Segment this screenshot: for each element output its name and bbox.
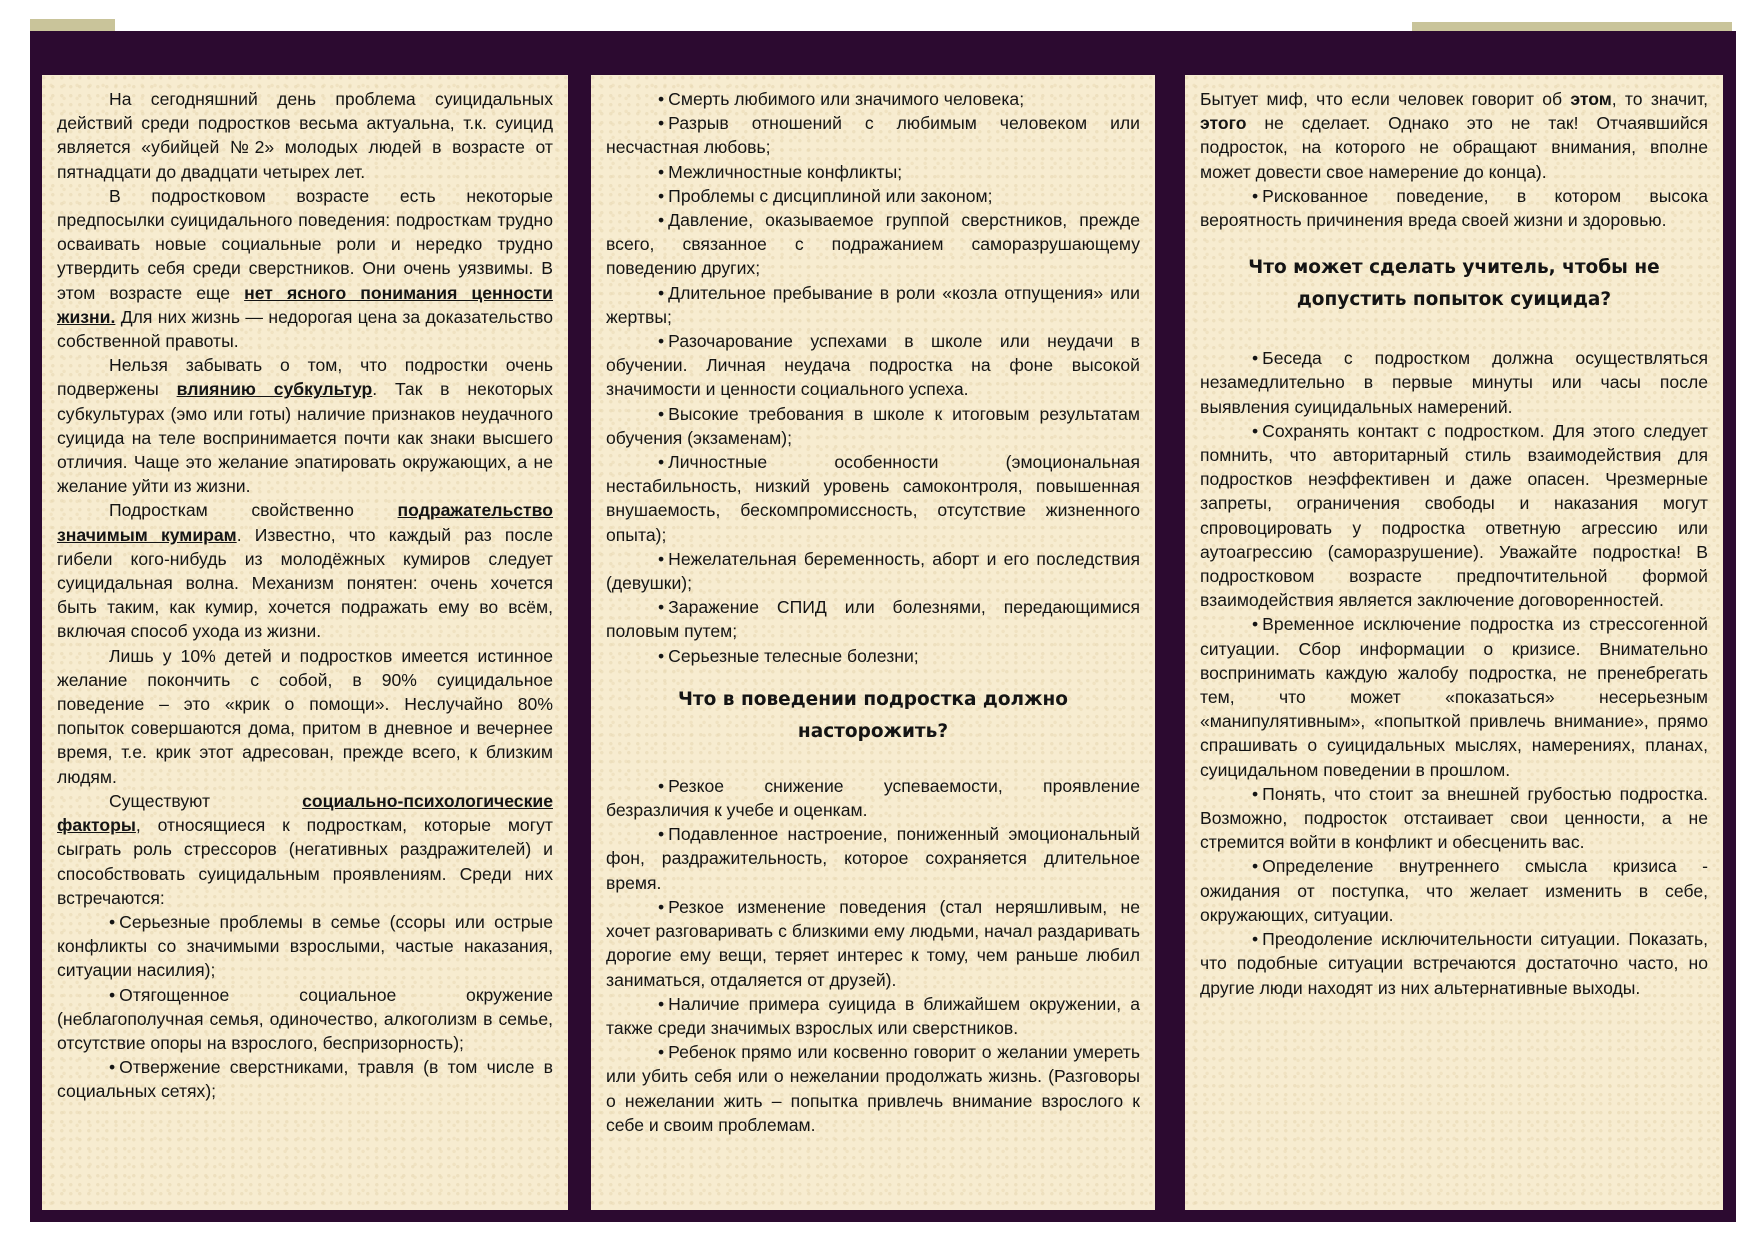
bullet-icon: • bbox=[658, 993, 665, 1014]
paragraph-text: Бытует миф, что если человек говорит об bbox=[1200, 89, 1571, 109]
paragraph-text: , то значит, bbox=[1611, 89, 1708, 109]
list-item bbox=[1200, 782, 1708, 855]
list-item bbox=[606, 774, 1140, 822]
highlight-factors: социально-психологические факторы bbox=[57, 790, 553, 836]
list-item-text: Длительное пребывание в роли «козла отпущения» или жертвы; bbox=[606, 282, 1140, 327]
highlight-idols: подражательство значимым кумирам bbox=[57, 500, 553, 545]
paragraph-text: Для них жизнь — недорогая цена за доказательство собственной правоты. bbox=[57, 306, 553, 352]
list-item bbox=[1200, 419, 1708, 613]
list-item-text: Временное исключение подростка из стрессогенной ситуации. Сбор информации о кризисе. Внимательно воспринимать каждую жалобу подростка, не пренебрегать тем, что может «показаться» несерьезным «манипулятивным», «попыткой привлечь внимание», прямо спрашивать о суицидальных мыслях, намерениях, планах, суицидальном поведении в прошлом. bbox=[1200, 614, 1708, 780]
list-item bbox=[606, 595, 1140, 643]
list-item bbox=[606, 402, 1140, 450]
list-item bbox=[606, 329, 1140, 402]
bullet-icon: • bbox=[658, 896, 665, 917]
list-item bbox=[1200, 612, 1708, 781]
bullet-icon: • bbox=[1252, 185, 1259, 206]
list-item bbox=[606, 111, 1140, 159]
highlight-life-value: нет ясного понимания ценности жизни. bbox=[57, 282, 553, 327]
list-item bbox=[1200, 346, 1708, 419]
paragraph-text: В подростковом возрасте есть некоторые предпосылки суицидального поведения: подросткам трудно осваивать новые социальные роли и нередко трудно утвердить себя среди сверстников. Они очень уязвимы. В этом возрасте еще bbox=[57, 185, 553, 303]
list-item bbox=[606, 87, 1140, 111]
list-item bbox=[57, 910, 553, 983]
column-middle bbox=[591, 75, 1155, 1210]
bullet-icon: • bbox=[1252, 614, 1259, 635]
list-item bbox=[606, 184, 1140, 208]
list-item bbox=[606, 992, 1140, 1040]
list-item-text: Беседа с подростком должна осуществляться незамедлительно в первые минуты или часы после выявления суицидальных намерений. bbox=[1200, 348, 1708, 417]
bullet-icon: • bbox=[658, 775, 665, 796]
list-item-text: Смерть любимого или значимого человека; bbox=[668, 89, 1025, 109]
paragraph-myth bbox=[1200, 87, 1708, 184]
bullet-icon: • bbox=[1252, 856, 1259, 877]
paragraph-text: . Так в некоторых субкультурах (эмо или готы) наличие признаков неудачного суицида на теле воспринимается почти как знаки высшего отличия. Чаще это желание эпатировать окружающих, а не желание уйти из жизни. bbox=[57, 379, 553, 497]
bullet-icon: • bbox=[658, 113, 665, 134]
list-item bbox=[606, 895, 1140, 992]
list-item bbox=[606, 644, 1140, 668]
bullet-icon: • bbox=[1252, 420, 1259, 441]
bullet-icon: • bbox=[658, 452, 665, 473]
list-item-text: Ребенок прямо или косвенно говорит о желании умереть или убить себя или о нежелании продолжать жизнь. (Разговоры о нежелании жить – попытка привлечь внимание взрослого к себе и своим проблемам. bbox=[606, 1042, 1140, 1135]
paragraph-text: , относящиеся к подросткам, которые могут сыграть роль стрессоров (негативных раздражителей) и способствовать суицидальным проявлениям. Среди них встречаются: bbox=[57, 815, 553, 908]
list-item bbox=[1200, 184, 1708, 232]
paragraph-preconditions bbox=[57, 184, 553, 353]
list-item-text: Разочарование успехами в школе или неудачи в обучении. Личная неудача подростка на фоне высокой значимости и ценности социального успеха. bbox=[606, 331, 1140, 400]
bullet-icon: • bbox=[658, 403, 665, 424]
column-right bbox=[1185, 75, 1723, 1210]
bullet-icon: • bbox=[658, 210, 665, 231]
list-item-text: Понять, что стоит за внешней грубостью подростка. Возможно, подросток отстаивает свои ценности, а не стремится войти в конфликт и обесценить вас. bbox=[1200, 783, 1708, 853]
list-item-text: Отягощенное социальное окружение (неблагополучная семья, одиночество, алкоголизм в семье, отсутствие опоры на взрослого, беспризорность); bbox=[57, 984, 553, 1053]
list-item-text: Резкое изменение поведения (стал неряшливым, не хочет разговаривать с близкими ему людьми, начал раздаривать дорогие ему вещи, теряет интерес к тому, чем раньше любил заниматься, отдаляется от друзей). bbox=[606, 896, 1140, 990]
list-item-text: Сохранять контакт с подростком. Для этого следует помнить, что авторитарный стиль взаимодействия для подростков неэффективен и даже опасен. Чрезмерные запреты, ограничения свободы и наказания могут спровоцировать у подростка ответную агрессию или аутоагрессию (саморазрушение). Уважайте подростка! В подростковом возрасте предпочтительной формой взаимодействия является заключение договоренностей. bbox=[1200, 420, 1708, 611]
bullet-icon: • bbox=[658, 597, 665, 618]
list-item-text: Резкое снижение успеваемости, проявление безразличия к учебе и оценкам. bbox=[606, 775, 1140, 821]
list-item-text: Высокие требования в школе к итоговым результатам обучения (экзаменам); bbox=[606, 403, 1140, 448]
list-item-text: Личностные особенности (эмоциональная нестабильность, низкий уровень самоконтроля, повышенная внушаемость, бескомпромиссность, отсутствие жизненного опыта); bbox=[606, 452, 1140, 545]
list-item-text: Давление, оказываемое группой сверстников, прежде всего, связанное с подражанием саморазрушающему поведению других; bbox=[606, 210, 1140, 279]
paragraph-text: Нельзя забывать о том, что подростки очень подвержены bbox=[57, 355, 553, 400]
list-item-text: Подавленное настроение, пониженный эмоциональный фон, раздражительность, которое сохраняется длительное время. bbox=[606, 824, 1140, 893]
list-item bbox=[606, 1040, 1140, 1137]
paragraph-idols bbox=[57, 498, 553, 643]
section-heading-warning-signs: Что в поведении подростка должно насторожить? bbox=[677, 688, 1068, 742]
list-item bbox=[1200, 854, 1708, 927]
keyword-this-genitive: этого bbox=[1200, 113, 1247, 134]
list-item bbox=[606, 160, 1140, 184]
bullet-icon: • bbox=[658, 185, 665, 206]
list-item bbox=[57, 983, 553, 1056]
list-item-text: Проблемы с дисциплиной или законом; bbox=[668, 185, 993, 206]
bullet-icon: • bbox=[658, 161, 665, 182]
list-item-text: Серьезные проблемы в семье (ссоры или острые конфликты со значимыми взрослыми, частые наказания, ситуации насилия); bbox=[57, 911, 553, 981]
list-item bbox=[1200, 927, 1708, 1000]
bullet-icon: • bbox=[109, 911, 116, 932]
list-item bbox=[606, 547, 1140, 595]
list-item-text: Определение внутреннего смысла кризиса - ожидания от поступка, что желает изменить в себе, окружающих, ситуации. bbox=[1200, 856, 1708, 925]
paragraph-text: Существуют bbox=[109, 790, 303, 811]
bullet-icon: • bbox=[658, 282, 665, 303]
column-left bbox=[42, 75, 568, 1210]
highlight-subcultures: влиянию субкультур bbox=[176, 379, 373, 400]
bullet-icon: • bbox=[109, 1057, 116, 1078]
list-item bbox=[606, 281, 1140, 329]
list-item-text: Серьезные телесные болезни; bbox=[668, 645, 919, 666]
paragraph-subcultures bbox=[57, 353, 553, 498]
bullet-icon: • bbox=[1252, 929, 1259, 950]
bullet-icon: • bbox=[109, 984, 116, 1005]
bullet-icon: • bbox=[1252, 348, 1259, 369]
bullet-icon: • bbox=[1252, 783, 1259, 804]
list-item-text: Межличностные конфликты; bbox=[668, 161, 903, 182]
list-item-text: Отвержение сверстниками, травля (в том числе в социальных сетях); bbox=[57, 1057, 553, 1102]
bullet-icon: • bbox=[658, 824, 665, 845]
list-item-text: Рискованное поведение, в котором высока вероятность причинения вреда своей жизни и здоровью. bbox=[1200, 185, 1708, 231]
list-item bbox=[606, 450, 1140, 547]
paragraph-text: . Известно, что каждый раз после гибели кого-нибудь из молодёжных кумиров следует суицидальная волна. Механизм понятен: очень хочется быть таким, как кумир, хочется подражать ему во всём, включая способ ухода из жизни. bbox=[57, 524, 553, 642]
list-item-text: Заражение СПИД или болезнями, передающимися половым путем; bbox=[606, 597, 1140, 642]
bullet-icon: • bbox=[658, 89, 665, 109]
section-heading-teacher-actions: Что может сделать учитель, чтобы не допустить попыток суицида? bbox=[1248, 257, 1660, 311]
paragraph-factors bbox=[57, 789, 553, 910]
list-item bbox=[57, 1055, 553, 1103]
list-item-text: Разрыв отношений с любимым человеком или несчастная любовь; bbox=[606, 113, 1140, 158]
bullet-icon: • bbox=[658, 548, 665, 569]
list-item-text: Наличие примера суицида в ближайшем окружении, а также среди значимых взрослых или сверстников. bbox=[606, 993, 1140, 1038]
paragraph-intro: На сегодняшний день проблема суицидальных действий среди подростков весьма актуальна, т.к. суицид является «убийцей №2» молодых людей в возрасте от пятнадцати до двадцати четырех лет. bbox=[57, 89, 553, 182]
bullet-icon: • bbox=[658, 331, 665, 352]
bullet-icon: • bbox=[658, 645, 665, 666]
list-item bbox=[606, 822, 1140, 895]
list-item-text: Преодоление исключительности ситуации. Показать, что подобные ситуации встречаются достаточно часто, но другие люди находят из них альтернативные выходы. bbox=[1200, 929, 1708, 998]
list-item bbox=[606, 208, 1140, 281]
paragraph-text: не сделает. Однако это не так! Отчаявшийся подросток, на которого не обращают внимания, вполне может довести свое намерение до конца). bbox=[1200, 113, 1708, 182]
paragraph-statistics: Лишь у 10% детей и подростков имеется истинное желание покончить с собой, в 90% суицидальное поведение – это «крик о помощи». Неслучайно 80% попыток совершаются дома, притом в дневное и вечернее время, т.е. крик этот адресован, прежде всего, к близким людям. bbox=[57, 645, 553, 787]
bullet-icon: • bbox=[658, 1042, 665, 1063]
keyword-this: этом bbox=[1570, 89, 1612, 109]
list-item-text: Нежелательная беременность, аборт и его последствия (девушки); bbox=[606, 548, 1140, 594]
paragraph-text: Подросткам свойственно bbox=[109, 500, 398, 521]
